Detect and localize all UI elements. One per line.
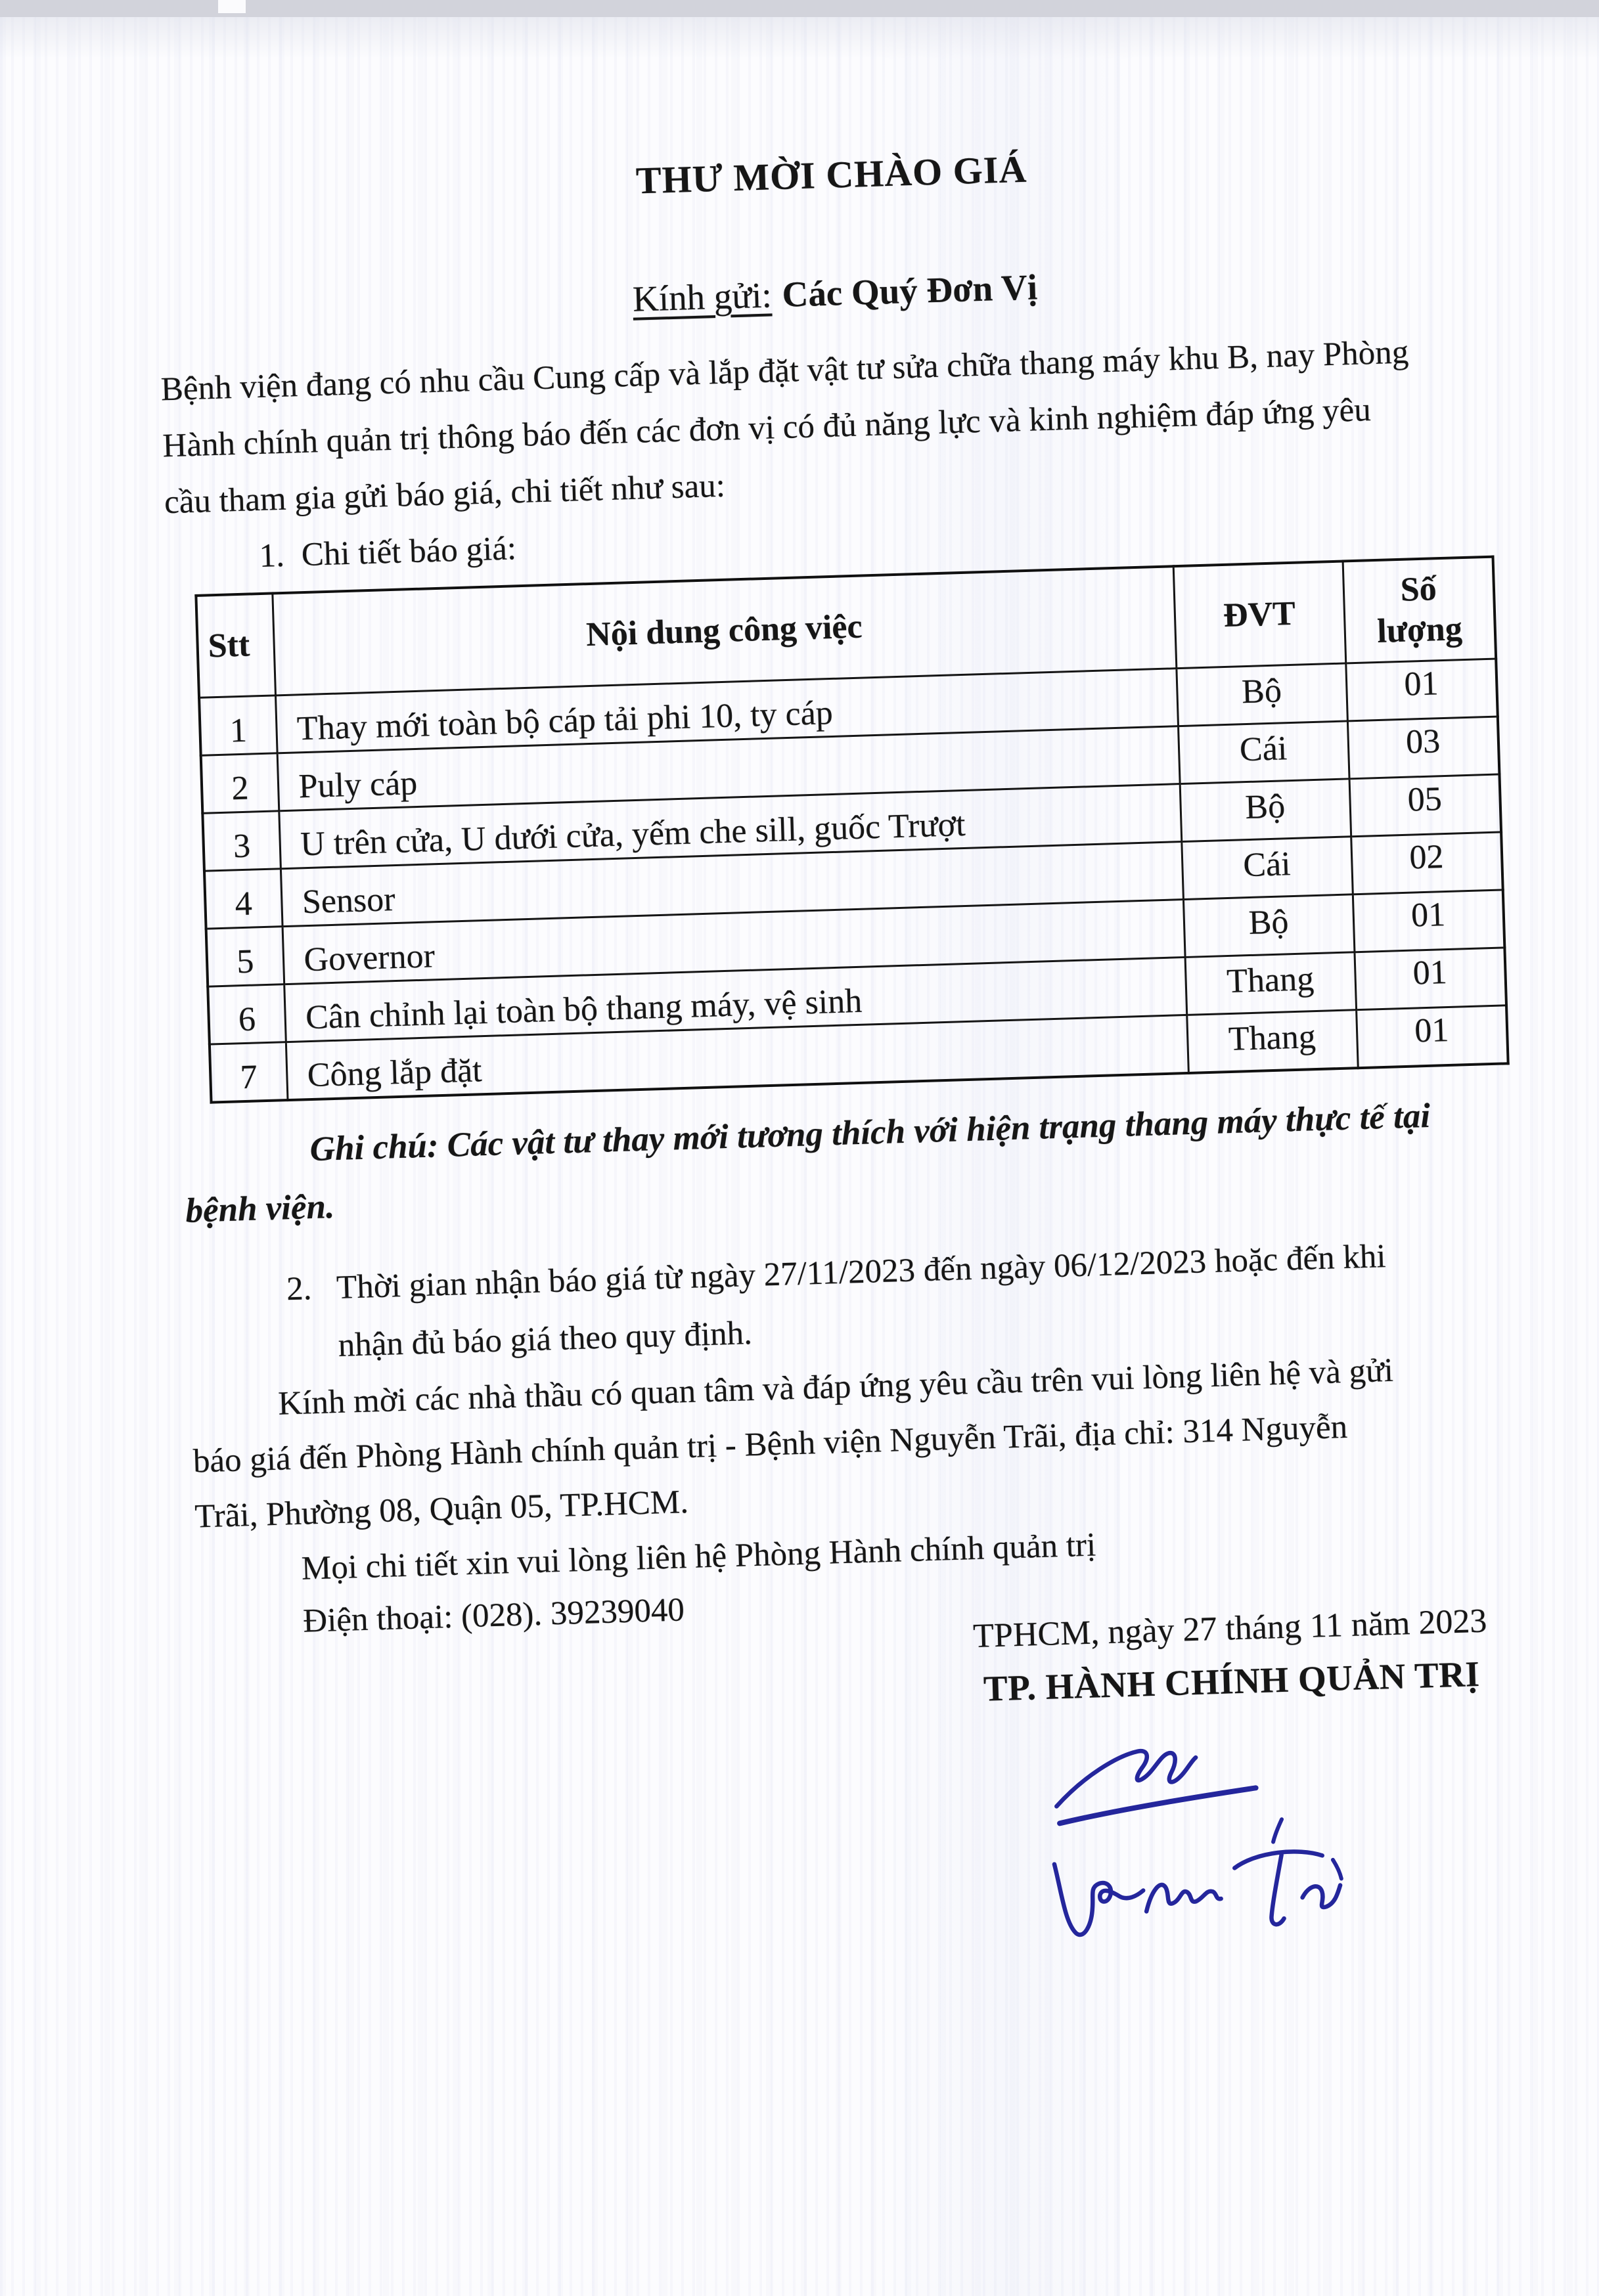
closing-line: báo giá đến Phòng Hành chính quản trị - Bệnh viện Nguyễn Trãi, địa chỉ: 314 Nguyễn <box>192 1408 1348 1480</box>
cell-so-luong: 01 <box>1354 948 1506 1010</box>
signature-accent-stroke <box>1272 1819 1282 1842</box>
letter-content <box>154 132 1562 1977</box>
col-header-so-luong-line1: Số <box>1399 570 1437 609</box>
cell-stt: 1 <box>199 695 277 755</box>
cell-stt: 3 <box>202 811 281 871</box>
cell-stt: 5 <box>206 927 284 986</box>
signature-block <box>908 1598 1562 1956</box>
section-2-line: Thời gian nhận báo giá từ ngày 27/11/2023 đến ngày 06/12/2023 hoặc đến khi <box>336 1237 1387 1306</box>
signature-name-stroke-6 <box>1333 1859 1341 1878</box>
section-1-text: Chi tiết báo giá: <box>301 530 517 574</box>
quote-table <box>194 556 1509 1104</box>
cell-noi-dung: Governor <box>282 900 1185 984</box>
closing-line: Trãi, Phường 08, Quận 05, TP.HCM. <box>194 1483 689 1535</box>
cell-noi-dung: Thay mới toàn bộ cáp tải phi 10, ty cáp <box>275 669 1178 753</box>
cell-noi-dung: U trên cửa, U dưới cửa, yếm che sill, guốc Trượt <box>279 784 1181 869</box>
col-header-so-luong <box>1343 557 1497 663</box>
closing-line: Kính mời các nhà thầu có quan tâm và đáp ứng yêu cầu trên vui lòng liên hệ và gửi <box>277 1352 1394 1423</box>
signature-underline-stroke <box>1059 1788 1257 1823</box>
signature-name-stroke-2 <box>1146 1883 1221 1911</box>
cell-so-luong: 01 <box>1345 659 1498 721</box>
scanner-edge-notch <box>218 0 246 13</box>
phone-line: Điện thoại: (028). 39239040 <box>302 1591 685 1640</box>
document-title: THƯ MỜI CHÀO GIÁ <box>635 147 1028 202</box>
date-line: TPHCM, ngày 27 tháng 11 năm 2023 <box>972 1602 1488 1655</box>
cell-dvt: Bộ <box>1176 663 1347 726</box>
section-1-number: 1. <box>258 537 285 575</box>
col-header-so-luong-line2: lượng <box>1376 610 1463 650</box>
cell-stt: 2 <box>201 753 279 813</box>
signature-flourish-stroke <box>1055 1749 1197 1806</box>
intro-line: cầu tham gia gửi báo giá, chi tiết như sau: <box>164 467 726 521</box>
cell-dvt: Bộ <box>1180 779 1351 842</box>
signature-name-stroke-4 <box>1270 1855 1284 1924</box>
intro-line: Bệnh viện đang có nhu cầu Cung cấp và lắp đặt vật tư sửa chữa thang máy khu B, nay Phòng <box>160 334 1410 408</box>
col-header-dvt: ĐVT <box>1173 562 1346 669</box>
cell-dvt: Thang <box>1185 952 1357 1015</box>
handwritten-signature <box>1036 1719 1384 1952</box>
section-2-line: nhận đủ báo giá theo quy định. <box>337 1314 753 1364</box>
cell-noi-dung: Cân chỉnh lại toàn bộ thang máy, vệ sinh <box>284 957 1186 1042</box>
salutation-line <box>158 252 1512 336</box>
signature-name-stroke-5 <box>1302 1885 1341 1907</box>
col-header-stt: Stt <box>196 593 275 697</box>
cell-noi-dung: Puly cáp <box>277 726 1180 811</box>
salutation-label: Kính gửi: <box>632 275 773 319</box>
cell-stt: 6 <box>208 984 286 1044</box>
cell-so-luong: 02 <box>1351 832 1503 894</box>
department-title-line: TP. HÀNH CHÍNH QUẢN TRỊ <box>983 1653 1481 1709</box>
cell-noi-dung: Công lắp đặt <box>286 1015 1188 1099</box>
cell-dvt: Cái <box>1181 837 1353 900</box>
note-line: bệnh viện. <box>185 1187 335 1230</box>
scanner-top-edge-band <box>0 0 1599 17</box>
cell-so-luong: 05 <box>1349 774 1502 837</box>
cell-stt: 7 <box>210 1042 288 1102</box>
cell-so-luong: 03 <box>1347 717 1500 779</box>
note-line: Ghi chú: Các vật tư thay mới tương thích với hiện trạng thang máy thực tế tại <box>309 1096 1431 1168</box>
col-header-noi-dung: Nội dung công việc <box>272 566 1176 695</box>
signature-name-stroke-1 <box>1054 1861 1144 1935</box>
note-paragraph <box>183 1084 1539 1240</box>
cell-dvt: Cái <box>1178 721 1349 784</box>
cell-stt: 4 <box>204 869 282 929</box>
cell-so-luong: 01 <box>1356 1005 1508 1068</box>
contact-line: Mọi chi tiết xin vui lòng liên hệ Phòng Hành chính quản trị <box>301 1526 1096 1587</box>
intro-line: Hành chính quản trị thông báo đến các đơn vị có đủ năng lực và kinh nghiệm đáp ứng yêu <box>162 391 1372 465</box>
cell-noi-dung: Sensor <box>281 842 1183 927</box>
cell-so-luong: 01 <box>1353 890 1505 952</box>
salutation-recipient: Các Quý Đơn Vị <box>781 267 1038 315</box>
cell-dvt: Thang <box>1186 1010 1358 1073</box>
cell-dvt: Bộ <box>1183 894 1355 958</box>
section-2-number: 2. <box>286 1269 313 1308</box>
